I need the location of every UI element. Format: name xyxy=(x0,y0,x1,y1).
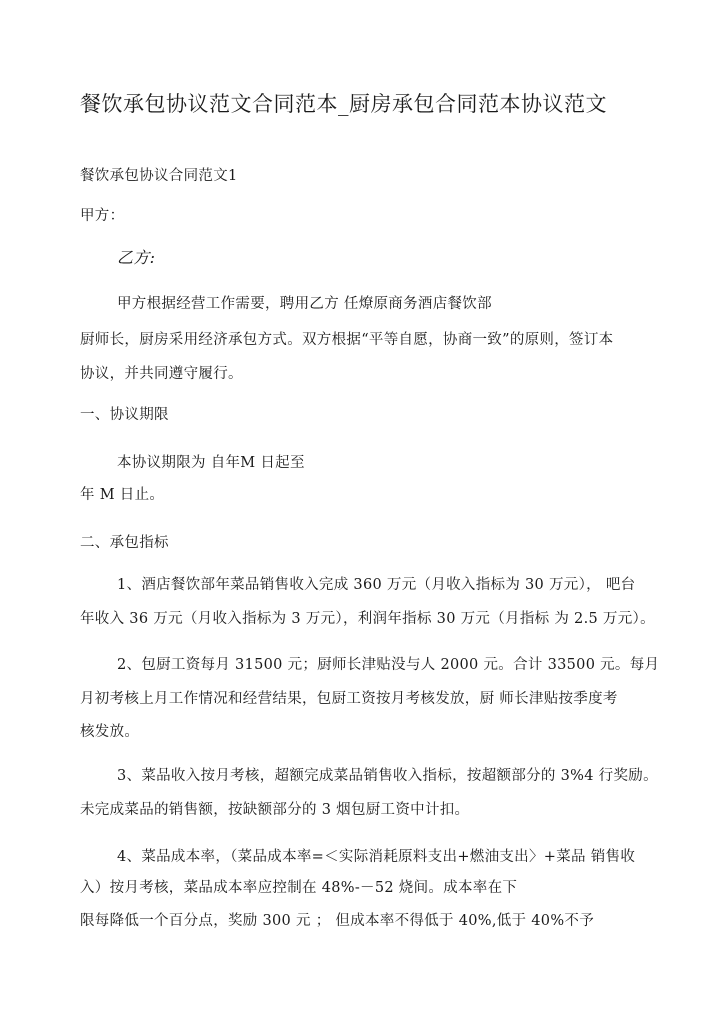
section-heading-term: 一、协议期限 xyxy=(80,407,169,423)
intro-line: 甲方根据经营工作需要，聘用乙方 任燎原商务酒店餐饮部 xyxy=(117,296,492,312)
target-item-4-line: 限每降低一个百分点，奖励 300 元 ； 但成本率不得低于 40%,低于 40%不予 xyxy=(80,913,594,929)
target-item-2-line: 核发放。 xyxy=(80,724,140,740)
document-title: 餐饮承包协议范文合同范本_厨房承包合同范本协议范文 xyxy=(80,92,607,116)
target-item-1-line: 1、酒店餐饮部年菜品销售收入完成 360 万元（月收入指标为 30 万元）， 吧台 xyxy=(117,577,636,593)
target-item-2-line: 2、包厨工资每月 31500 元；厨师长津贴没与人 2000 元。合计 33500 元。每月 xyxy=(117,657,660,673)
intro-line: 协议，并共同遵守履行。 xyxy=(80,366,243,382)
section-heading-targets: 二、承包指标 xyxy=(80,535,169,551)
target-item-3-line: 未完成菜品的销售额，按缺额部分的 3 烟包厨工资中计扣。 xyxy=(80,802,470,818)
party-b-label: 乙方: xyxy=(117,248,156,267)
target-item-2-line: 月初考核上月工作情况和经营结果，包厨工资按月考核发放，厨 师长津贴按季度考 xyxy=(80,691,618,707)
target-item-3-line: 3、菜品收入按月考核，超额完成菜品销售收入指标，按超额部分的 3%4 行奖励。 xyxy=(117,768,658,784)
party-a-label: 甲方： xyxy=(80,208,125,224)
term-line: 本协议期限为 自年M 日起至 xyxy=(117,455,305,471)
target-item-4-line: 入）按月考核，菜品成本率应控制在 48%-－52 烧间。成本率在下 xyxy=(80,880,518,896)
term-line: 年 M 日止。 xyxy=(80,487,165,503)
target-item-1-line: 年收入 36 万元（月收入指标为 3 万元），利润年指标 30 万元（月指标 为 2.5 万元）。 xyxy=(80,611,655,627)
contract-subtitle: 餐饮承包协议合同范文1 xyxy=(80,168,238,184)
target-item-4-line: 4、菜品成本率，（菜品成本率=＜实际消耗原料支出+燃油支出〉+菜品 销售收 xyxy=(117,849,636,865)
intro-line: 厨师长，厨房采用经济承包方式。双方根据“平等自愿，协商一致”的原则，签订本 xyxy=(80,332,614,348)
